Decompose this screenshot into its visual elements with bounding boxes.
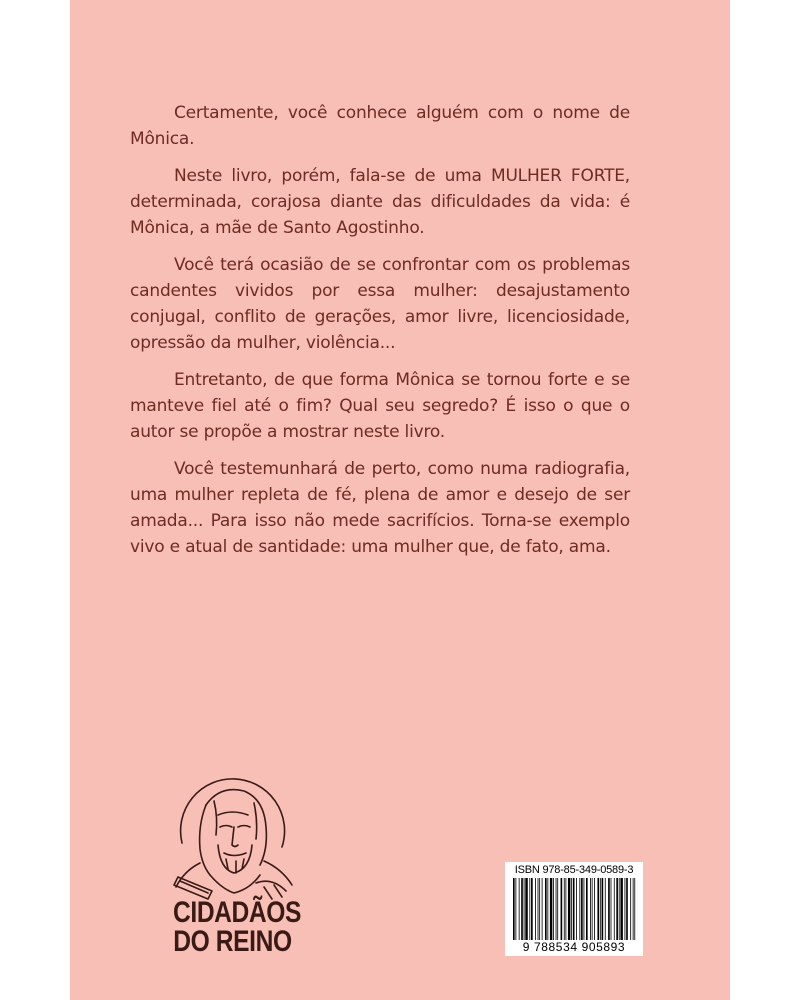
barcode-bar <box>556 878 557 940</box>
barcode-bar <box>565 878 566 940</box>
barcode-bar <box>564 878 565 940</box>
barcode-bar <box>634 878 635 940</box>
synopsis-text <box>130 100 630 571</box>
barcode-bar <box>581 878 583 940</box>
barcode-bar <box>519 878 520 940</box>
barcode-bar <box>630 878 631 940</box>
barcode-bar <box>571 878 572 940</box>
barcode-bar <box>529 878 530 940</box>
barcode-bar <box>608 878 610 940</box>
barcode-bar <box>561 878 563 940</box>
isbn-barcode <box>505 862 643 956</box>
barcode-bar <box>553 878 554 940</box>
barcode-bar <box>633 878 634 940</box>
barcode-bar <box>524 878 525 940</box>
barcode-bar <box>592 878 593 940</box>
barcode-bar <box>542 878 543 940</box>
barcode-bar <box>576 878 577 940</box>
barcode-bar <box>602 878 604 940</box>
barcode-bar <box>619 878 620 940</box>
barcode-bar <box>531 878 533 940</box>
barcode-bar <box>614 878 615 940</box>
barcode-bar <box>626 878 628 940</box>
barcode-bar <box>521 878 523 940</box>
barcode-bar <box>568 878 570 940</box>
barcode-bar <box>550 878 552 940</box>
barcode-bar <box>605 878 606 940</box>
paragraph-3: Você terá ocasião de se confrontar com os problemas candentes vividos por essa mulher: desajustamento conjugal, conflito de gerações, amor livre, licenciosidade, opressão da mulher, violência... <box>130 255 630 353</box>
barcode-bar <box>611 878 612 940</box>
barcode-bar <box>547 878 548 940</box>
barcode-bar <box>584 878 585 940</box>
paragraph-1: Certamente, você conhece alguém com o nome de Mônica. <box>130 103 630 149</box>
barcode-bar <box>600 878 601 940</box>
barcode-bar <box>557 878 558 940</box>
barcode-digits: 9 788534 905893 <box>522 940 626 954</box>
barcode-bar <box>538 878 539 940</box>
barcode-bar <box>539 878 540 940</box>
barcode-bar <box>579 878 580 940</box>
barcode-bar <box>625 878 626 940</box>
jesus-portrait-icon <box>160 765 305 900</box>
logo-line-1: CIDADÃOS <box>173 896 301 929</box>
barcode-bar <box>597 878 599 940</box>
logo-line-2: DO REINO <box>173 925 292 958</box>
barcode-bar <box>616 878 618 940</box>
barcode-bar <box>515 878 516 940</box>
paragraph-2: Neste livro, porém, fala-se de uma MULHER FORTE, determinada, corajosa diante das dificuldades da vida: é Mônica, a mãe de Santo Agostinho. <box>130 166 630 238</box>
barcode-bar <box>586 878 588 940</box>
cidadaos-do-reino-logo <box>160 765 305 960</box>
barcode-bar <box>594 878 595 940</box>
barcode-bar <box>535 878 536 940</box>
paragraph-5: Você testemunhará de perto, como numa radiografia, uma mulher repleta de fé, plena de amor e desejo de ser amada... Para isso não mede sacrifícios. Torna-se exemplo vivo e atual de santidade: uma mulher que, de fato, ama. <box>130 459 630 557</box>
isbn-label: ISBN 978-85-349-0589-3 <box>514 864 634 876</box>
barcode-bar <box>573 878 575 940</box>
paragraph-4: Entretanto, de que forma Mônica se tornou forte e se manteve fiel até o fim? Qual seu segredo? É isso o que o autor se propõe a mostrar neste livro. <box>130 370 630 442</box>
barcode-bars <box>512 878 636 940</box>
barcode-bar <box>525 878 527 940</box>
barcode-bar <box>620 878 622 940</box>
barcode-bar <box>513 878 515 940</box>
barcode-bar <box>545 878 547 940</box>
barcode-bar <box>590 878 591 940</box>
